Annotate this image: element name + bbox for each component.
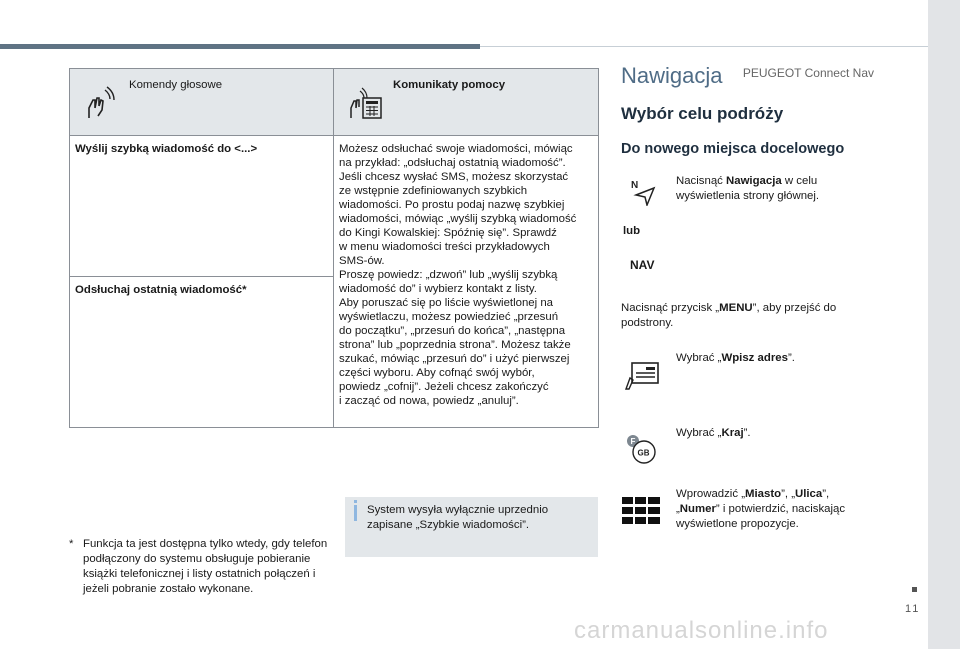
top-rule-thin (480, 46, 928, 47)
table-row (70, 136, 599, 277)
section-heading: Do nowego miejsca docelowego (621, 141, 845, 157)
nav-button-label: NAV (630, 258, 655, 272)
footnote (69, 537, 334, 597)
page-side-strip (928, 0, 960, 649)
info-icon (354, 500, 357, 503)
step-navigation: Nacisnąć Nawigacja w celu wyświetlenia strony głównej. (676, 175, 820, 202)
step-menu: Nacisnąć przycisk „MENU”, aby przejść do podstrony. (621, 302, 837, 329)
footnote-marker: * (69, 538, 74, 550)
country-gb-label: GB (637, 448, 650, 458)
help-text: Możesz odsłuchać swoje wiadomości, mówiąc na przykład: „odsłuchaj ostatnią wiadomość”. Jeśli chcesz wysłać SMS, możesz skorzystać ze wstępnie zdefiniowanych szybkich wiadomości. Po prostu podaj nazwę szybkiej wiadomości, mówiąc „wyślij szybką wiadomość do Kingi Kowalskiej: Spóźnię się”. Sprawdź w menu wiadomości treści przykładowych SMS-ów. Proszę powiedz: „dzwoń” lub „wyślij szybką wiadomość do” i wybierz kontakt z listy. Aby poruszać się po liście wyświetlonej na wyświetlaczu, możesz powiedzieć „przesuń do początku”, „przesuń do końca”, „następna strona” lub „poprzednia strona”. Możesz także szukać, mówiąc „przesuń do” i użyć pierwszej części wyboru. Aby cofnąć swój wybór, powiedz „cofnij”. Jeżeli chcesz zakończyć i zacząć od nowa, powiedz „anuluj”. (339, 143, 577, 407)
table-header-commands (70, 69, 334, 136)
voice-command-icon (83, 86, 119, 122)
watermark: carmanualsonline.info (574, 617, 829, 644)
navigation-icon-letter: N (631, 180, 639, 191)
command-cell (70, 136, 334, 277)
commands-header-label: Komendy głosowe (129, 79, 223, 91)
voice-commands-table (69, 68, 599, 428)
or-label: lub (623, 225, 641, 237)
help-cell (334, 136, 599, 428)
step-address-fields: Wprowadzić „Miasto”, „Ulica”, „Numer” i potwierdzić, naciskając wyświetlone propozycje. (676, 488, 846, 530)
step-enter-address: Wybrać „Wpisz adres”. (676, 352, 795, 364)
table-header-help (334, 69, 599, 136)
info-box (345, 497, 598, 557)
step-country: Wybrać „Kraj”. (676, 427, 751, 439)
voice-help-icon (347, 86, 383, 122)
info-icon-bar (354, 505, 357, 521)
help-header-label: Komunikaty pomocy (393, 79, 506, 91)
navigation-icon (630, 178, 658, 206)
continuation-marker (912, 587, 917, 592)
table-header-row (70, 69, 599, 136)
info-text: System wysyła wyłącznie uprzednio zapisane „Szybkie wiadomości”. (367, 504, 549, 531)
command-cell (70, 277, 334, 428)
keyboard-icon (622, 497, 662, 525)
country-icon (624, 432, 660, 466)
top-rule (0, 44, 480, 49)
page-header: PEUGEOT Connect Nav (742, 66, 874, 80)
command-send-quick-message: Wyślij szybką wiadomość do <...> (75, 143, 258, 155)
section-title: Nawigacja (621, 63, 723, 88)
command-listen-last-message: Odsłuchaj ostatnią wiadomość* (75, 284, 247, 296)
page-number: 11 (905, 603, 921, 615)
country-f-label: F (630, 437, 636, 446)
footnote-text: Funkcja ta jest dostępna tylko wtedy, gdy telefon podłączony do systemu obsługuje pobieranie książki telefonicznej i listy ostatnich połączeń i jeżeli pobranie zostało wykonane. (83, 538, 328, 595)
section-subtitle: Wybór celu podróży (621, 104, 784, 123)
enter-address-icon (624, 362, 660, 390)
